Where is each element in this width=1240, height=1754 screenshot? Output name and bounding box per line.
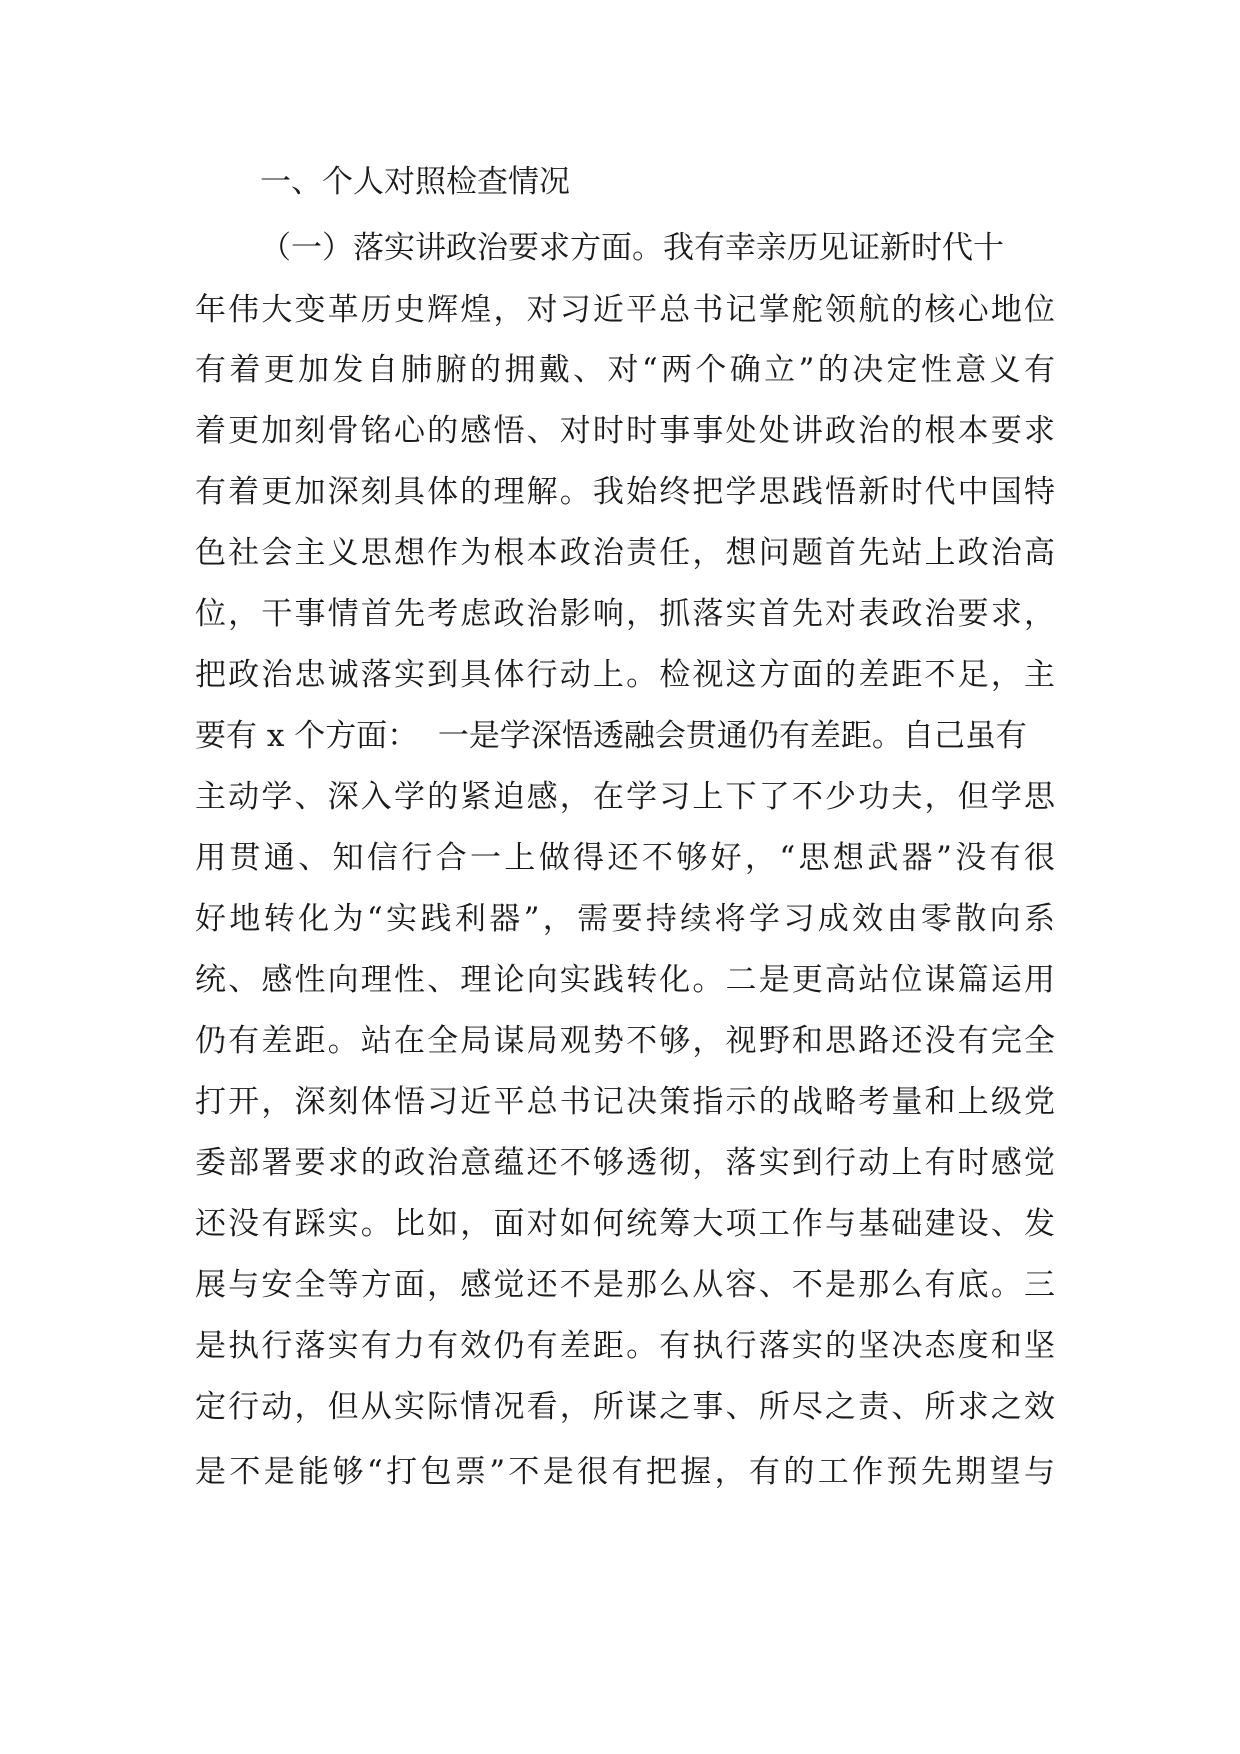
- paragraph-line: 打开，深刻体悟习近平总书记决策指示的战略考量和上级党: [195, 1084, 1055, 1120]
- paragraph-line: 还没有踩实。比如，面对如何统筹大项工作与基础建设、发: [195, 1206, 1055, 1242]
- paragraph-line: 有着更加发自肺腑的拥戴、对“两个确立”的决定性意义有: [195, 352, 1055, 388]
- paragraph-line: 主动学、深入学的紧迫感，在学习上下了不少功夫，但学思: [195, 779, 1055, 815]
- paragraph-line: 是执行落实有力有效仍有差距。有执行落实的坚决态度和坚: [195, 1328, 1055, 1364]
- paragraph-line: 仍有差距。站在全局谋局观势不够，视野和思路还没有完全: [195, 1023, 1055, 1059]
- paragraph-line: 用贯通、知信行合一上做得还不够好，“思想武器”没有很: [195, 840, 1055, 876]
- section-heading: 一、个人对照检查情况: [260, 164, 570, 200]
- paragraph-line: 是不是能够“打包票”不是很有把握，有的工作预先期望与: [195, 1454, 1055, 1490]
- paragraph-line: 要有 x 个方面： 一是学深悟透融会贯通仍有差距。自己虽有: [195, 718, 1027, 754]
- paragraph-line: 年伟大变革历史辉煌，对习近平总书记掌舵领航的核心地位: [195, 292, 1055, 328]
- paragraph-line: 有着更加深刻具体的理解。我始终把学思践悟新时代中国特: [195, 474, 1055, 510]
- paragraph-line: 色社会主义思想作为根本政治责任，想问题首先站上政治高: [195, 535, 1055, 571]
- paragraph-line: 位，干事情首先考虑政治影响，抓落实首先对表政治要求，: [195, 596, 1055, 632]
- paragraph-line: （一）落实讲政治要求方面。我有幸亲历见证新时代十: [260, 230, 1004, 266]
- paragraph-line: 展与安全等方面，感觉还不是那么从容、不是那么有底。三: [195, 1267, 1055, 1303]
- paragraph-line: 好地转化为“实践利器”，需要持续将学习成效由零散向系: [195, 901, 1055, 937]
- paragraph-line: 委部署要求的政治意蕴还不够透彻，落实到行动上有时感觉: [195, 1145, 1055, 1181]
- paragraph-line: 把政治忠诚落实到具体行动上。检视这方面的差距不足，主: [195, 657, 1055, 693]
- paragraph-line: 统、感性向理性、理论向实践转化。二是更高站位谋篇运用: [195, 962, 1055, 998]
- paragraph-line: 着更加刻骨铭心的感悟、对时时事事处处讲政治的根本要求: [195, 413, 1055, 449]
- paragraph-line: 定行动，但从实际情况看，所谋之事、所尽之责、所求之效: [195, 1389, 1055, 1425]
